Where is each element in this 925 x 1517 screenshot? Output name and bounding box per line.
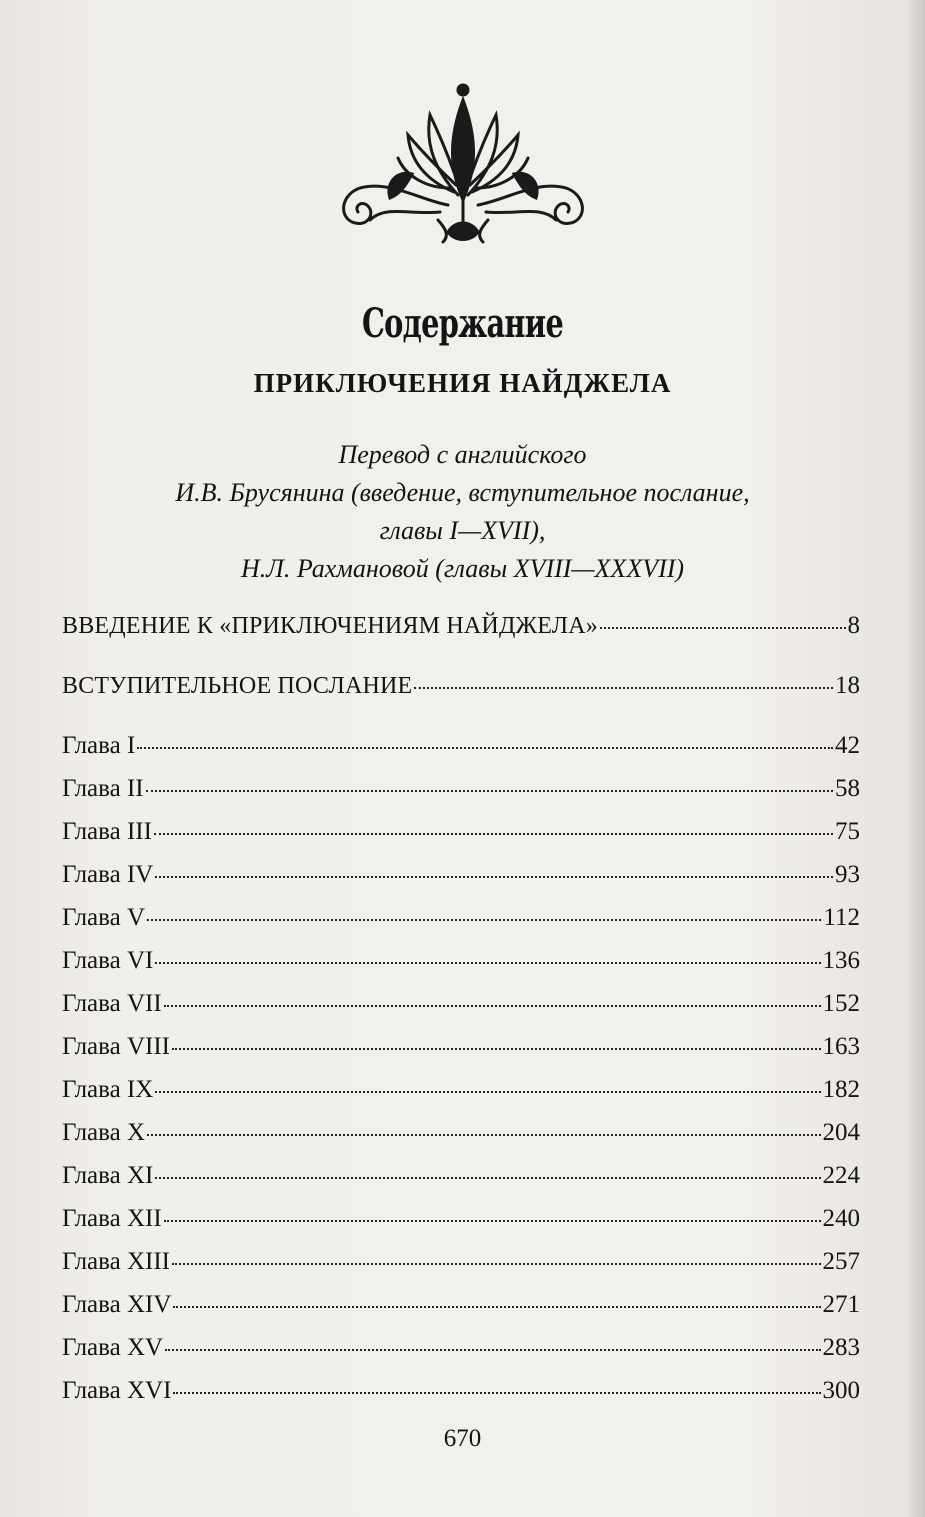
toc-entry-label: Глава XIV <box>62 1291 172 1318</box>
toc-entry-label: Глава X <box>62 1119 146 1146</box>
toc-entry-label: Глава XI <box>62 1162 154 1189</box>
toc-entry[interactable] <box>62 1162 860 1190</box>
translation-line: главы I—XVII), <box>379 516 546 545</box>
dot-leader <box>172 1048 821 1050</box>
dot-leader <box>155 1177 820 1179</box>
toc-entry[interactable] <box>62 990 860 1018</box>
toc-entry-page: 182 <box>822 1076 860 1103</box>
toc-entry[interactable] <box>62 1291 860 1319</box>
toc-entry[interactable] <box>62 1334 860 1362</box>
toc-entry-page: 112 <box>823 904 860 931</box>
dot-leader <box>147 1134 820 1136</box>
toc-entry-page: 8 <box>847 612 860 639</box>
dot-leader <box>600 627 846 629</box>
dot-leader <box>414 687 833 689</box>
toc-entry-page: 224 <box>822 1162 860 1189</box>
dot-leader <box>147 919 821 921</box>
toc-entry-label: Глава VIII <box>62 1033 170 1060</box>
page-title: Содержание <box>361 300 564 347</box>
toc-entry-label: Глава IV <box>62 861 154 888</box>
toc-entry-page: 163 <box>822 1033 860 1060</box>
toc-entry-label: Глава VII <box>62 990 162 1017</box>
toc-entry-label: Глава I <box>62 732 136 759</box>
toc-entry[interactable] <box>62 1205 860 1233</box>
book-title: ПРИКЛЮЧЕНИЯ НАЙДЖЕЛА <box>253 368 672 398</box>
dot-leader <box>155 1091 820 1093</box>
dot-leader <box>155 962 820 964</box>
toc-entry-page: 93 <box>835 861 860 888</box>
translation-line: Перевод с английского <box>338 440 587 469</box>
toc-entry-label: Глава V <box>62 904 146 931</box>
dot-leader <box>173 1392 820 1394</box>
toc-entry[interactable] <box>62 775 860 803</box>
toc-entry[interactable] <box>62 1076 860 1104</box>
toc-entry-label: Глава IX <box>62 1076 154 1103</box>
toc-entry[interactable] <box>62 612 860 640</box>
toc-entry-page: 75 <box>835 818 860 845</box>
toc-entry-label: ВВЕДЕНИЕ К «ПРИКЛЮЧЕНИЯМ НАЙДЖЕЛА» <box>62 613 598 639</box>
toc-entry-label: Глава XII <box>62 1205 162 1232</box>
toc-entry[interactable] <box>62 672 860 700</box>
toc-entry-label: Глава XIII <box>62 1248 170 1275</box>
dot-leader <box>137 747 833 749</box>
dot-leader <box>146 790 833 792</box>
dot-leader <box>165 1349 820 1351</box>
dot-leader <box>164 1220 821 1222</box>
toc-entry-label: Глава III <box>62 818 152 845</box>
toc-entry[interactable] <box>62 904 860 932</box>
floral-ornament-icon <box>330 70 596 250</box>
toc-entry-label: ВСТУПИТЕЛЬНОЕ ПОСЛАНИЕ <box>62 673 413 699</box>
toc-entry[interactable] <box>62 1377 860 1405</box>
toc-entry-page: 18 <box>835 672 860 699</box>
toc-entry[interactable] <box>62 818 860 846</box>
translation-credits <box>0 436 925 588</box>
page-edge-shadow <box>907 0 925 1517</box>
toc-entry[interactable] <box>62 1033 860 1061</box>
dot-leader <box>172 1263 821 1265</box>
toc-entry-page: 204 <box>822 1119 860 1146</box>
toc-entry-page: 257 <box>822 1248 860 1275</box>
toc-entry[interactable] <box>62 861 860 889</box>
translation-line: И.В. Брусянина (введение, вступительное послание, <box>175 478 750 507</box>
toc-entry[interactable] <box>62 1119 860 1147</box>
dot-leader <box>173 1306 820 1308</box>
toc-entry[interactable] <box>62 1248 860 1276</box>
toc-entry-label: Глава VI <box>62 947 154 974</box>
toc-entry-label: Глава XVI <box>62 1377 172 1404</box>
dot-leader <box>155 876 833 878</box>
toc-entry-page: 271 <box>822 1291 860 1318</box>
translation-line: Н.Л. Рахмановой (главы XVIII—XXXVII) <box>240 554 685 583</box>
toc-entry-label: Глава XV <box>62 1334 164 1361</box>
toc-entry-label: Глава II <box>62 775 144 802</box>
toc-entry[interactable] <box>62 732 860 760</box>
toc-entry[interactable] <box>62 947 860 975</box>
toc-entry-page: 240 <box>822 1205 860 1232</box>
toc-entry-page: 152 <box>822 990 860 1017</box>
toc-entry-page: 136 <box>822 947 860 974</box>
toc-entry-page: 283 <box>822 1334 860 1361</box>
dot-leader <box>164 1005 821 1007</box>
toc-entry-page: 42 <box>835 732 860 759</box>
toc-entry-page: 300 <box>822 1377 860 1404</box>
dot-leader <box>154 833 833 835</box>
toc-entry-page: 58 <box>835 775 860 802</box>
page-number: 670 <box>443 1425 482 1452</box>
